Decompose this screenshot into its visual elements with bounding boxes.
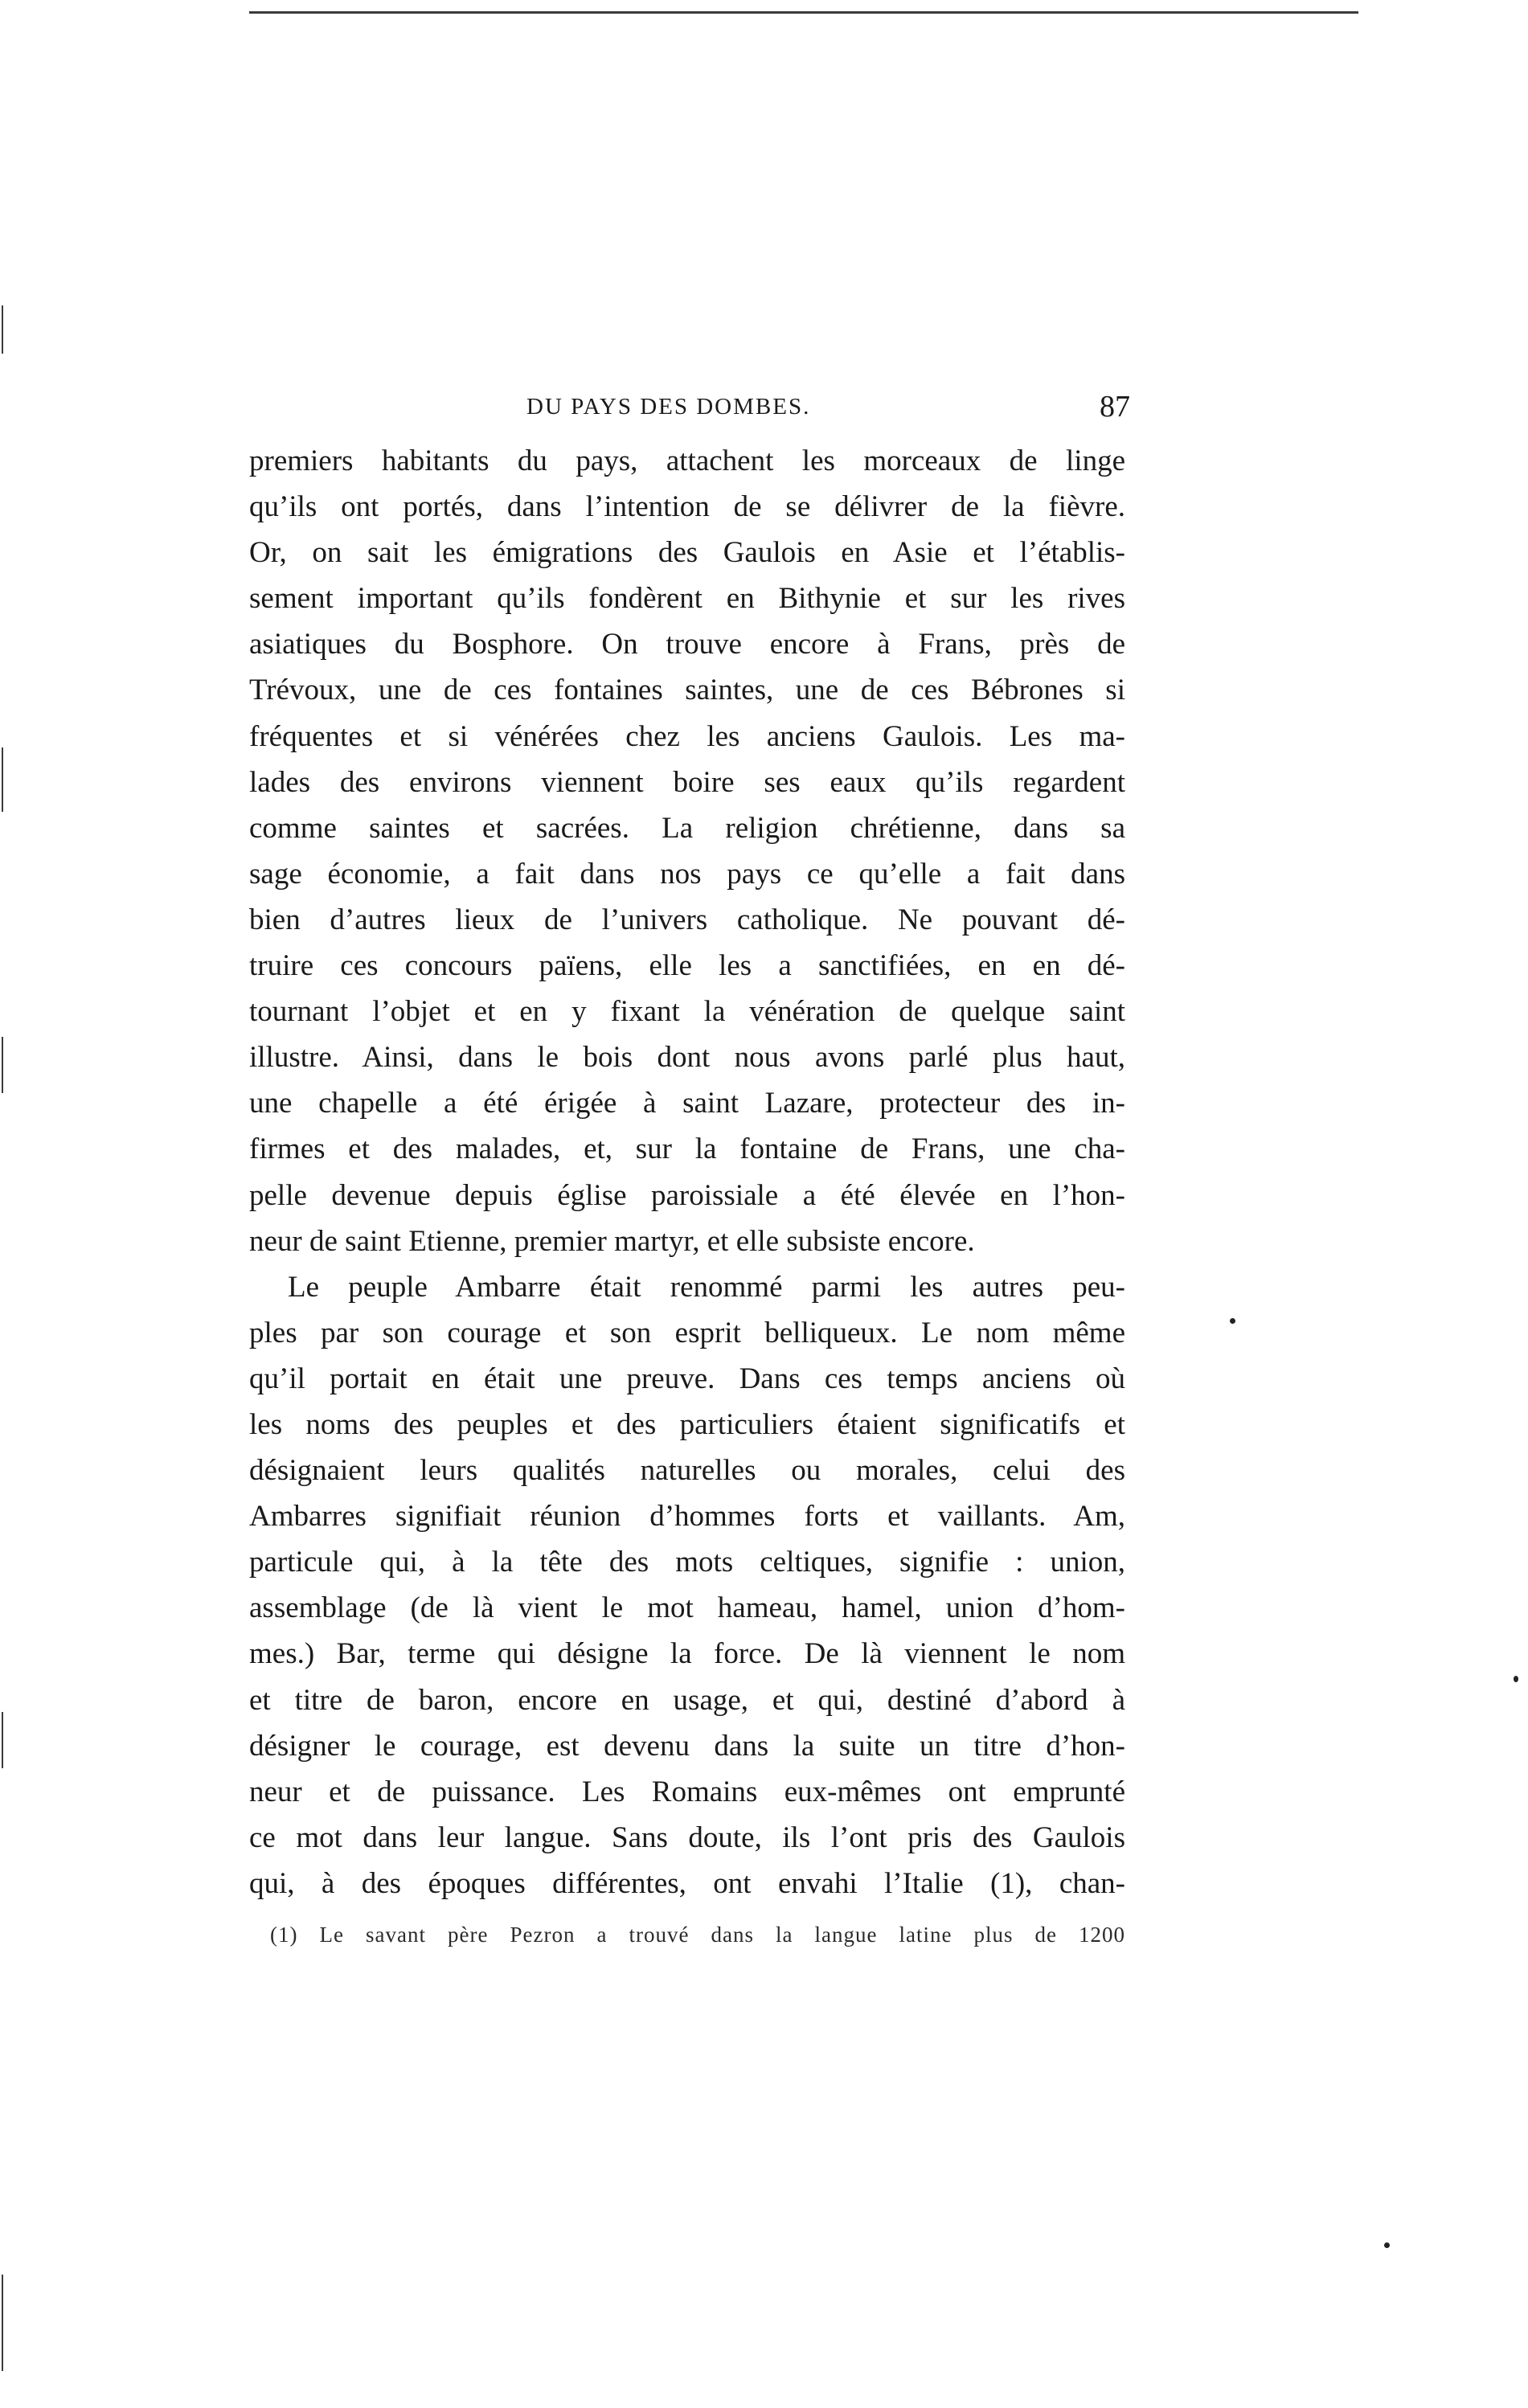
- text-line: qu’il portait en était une preuve. Dans ces temps anciens où: [249, 1362, 1125, 1395]
- text-line: désignaient leurs qualités naturelles ou morales, celui des: [249, 1454, 1125, 1488]
- text-line: Or, on sait les émigrations des Gaulois en Asie et l’établis-: [249, 536, 1125, 570]
- text-line: Ambarres signifiait réunion d’hommes forts et vaillants. Am,: [249, 1500, 1125, 1534]
- text-line: Le peuple Ambarre était renommé parmi les autres peu-: [288, 1270, 1125, 1304]
- text-line: mes.) Bar, terme qui désigne la force. De là viennent le nom: [249, 1637, 1125, 1671]
- scan-left-edge-mark: [2, 2275, 3, 2371]
- book-page: [249, 0, 1130, 2408]
- text-line: asiatiques du Bosphore. On trouve encore à Frans, près de: [249, 628, 1125, 661]
- scan-left-edge-mark: [2, 305, 3, 354]
- text-line: une chapelle a été érigée à saint Lazare, protecteur des in-: [249, 1087, 1125, 1120]
- footnote: (1) Le savant père Pezron a trouvé dans la langue latine plus de 1200: [270, 1923, 1125, 1947]
- text-line: comme saintes et sacrées. La religion chrétienne, dans sa: [249, 811, 1125, 845]
- running-head-title: DU PAYS DES DOMBES.: [526, 394, 811, 420]
- text-line: ples par son courage et son esprit belliqueux. Le nom même: [249, 1316, 1125, 1349]
- text-line: pelle devenue depuis église paroissiale a été élevée en l’hon-: [249, 1178, 1125, 1212]
- text-line: bien d’autres lieux de l’univers catholique. Ne pouvant dé-: [249, 903, 1125, 936]
- scan-speck: [1514, 1676, 1518, 1682]
- text-line: tournant l’objet et en y fixant la vénération de quelque saint: [249, 995, 1125, 1029]
- running-head: [249, 390, 1130, 434]
- body-text: [249, 438, 1125, 1906]
- text-line: Trévoux, une de ces fontaines saintes, une de ces Bébrones si: [249, 674, 1125, 707]
- scan-speck: [1384, 2242, 1390, 2248]
- text-line: neur de saint Etienne, premier martyr, et elle subsiste encore.: [249, 1224, 975, 1258]
- text-line: lades des environs viennent boire ses eaux qu’ils regardent: [249, 765, 1125, 799]
- text-line: premiers habitants du pays, attachent les morceaux de linge: [249, 444, 1125, 477]
- text-line: désigner le courage, est devenu dans la suite un titre d’hon-: [249, 1729, 1125, 1763]
- text-line: truire ces concours païens, elle les a sanctifiées, en en dé-: [249, 949, 1125, 983]
- scan-left-edge-mark: [2, 747, 3, 812]
- text-line: sement important qu’ils fondèrent en Bithynie et sur les rives: [249, 582, 1125, 616]
- text-line: qu’ils ont portés, dans l’intention de se délivrer de la fièvre.: [249, 490, 1125, 524]
- text-line: ce mot dans leur langue. Sans doute, ils l’ont pris des Gaulois: [249, 1820, 1125, 1854]
- scan-speck: [1230, 1318, 1235, 1324]
- scan-left-edge-mark: [2, 1037, 3, 1093]
- text-line: les noms des peuples et des particuliers étaient significatifs et: [249, 1407, 1125, 1441]
- text-line: qui, à des époques différentes, ont envahi l’Italie (1), chan-: [249, 1866, 1125, 1900]
- text-line: fréquentes et si vénérées chez les anciens Gaulois. Les ma-: [249, 719, 1125, 753]
- page-number: 87: [1100, 390, 1130, 424]
- text-line: illustre. Ainsi, dans le bois dont nous avons parlé plus haut,: [249, 1041, 1125, 1075]
- scan-left-edge-mark: [2, 1712, 3, 1768]
- text-line: et titre de baron, encore en usage, et qui, destiné d’abord à: [249, 1683, 1125, 1717]
- text-line: assemblage (de là vient le mot hameau, hamel, union d’hom-: [249, 1591, 1125, 1625]
- text-line: neur et de puissance. Les Romains eux-mêmes ont emprunté: [249, 1775, 1125, 1808]
- text-line: firmes et des malades, et, sur la fontaine de Frans, une cha-: [249, 1132, 1125, 1166]
- text-line: sage économie, a fait dans nos pays ce qu’elle a fait dans: [249, 857, 1125, 891]
- text-line: particule qui, à la tête des mots celtiques, signifie : union,: [249, 1546, 1125, 1579]
